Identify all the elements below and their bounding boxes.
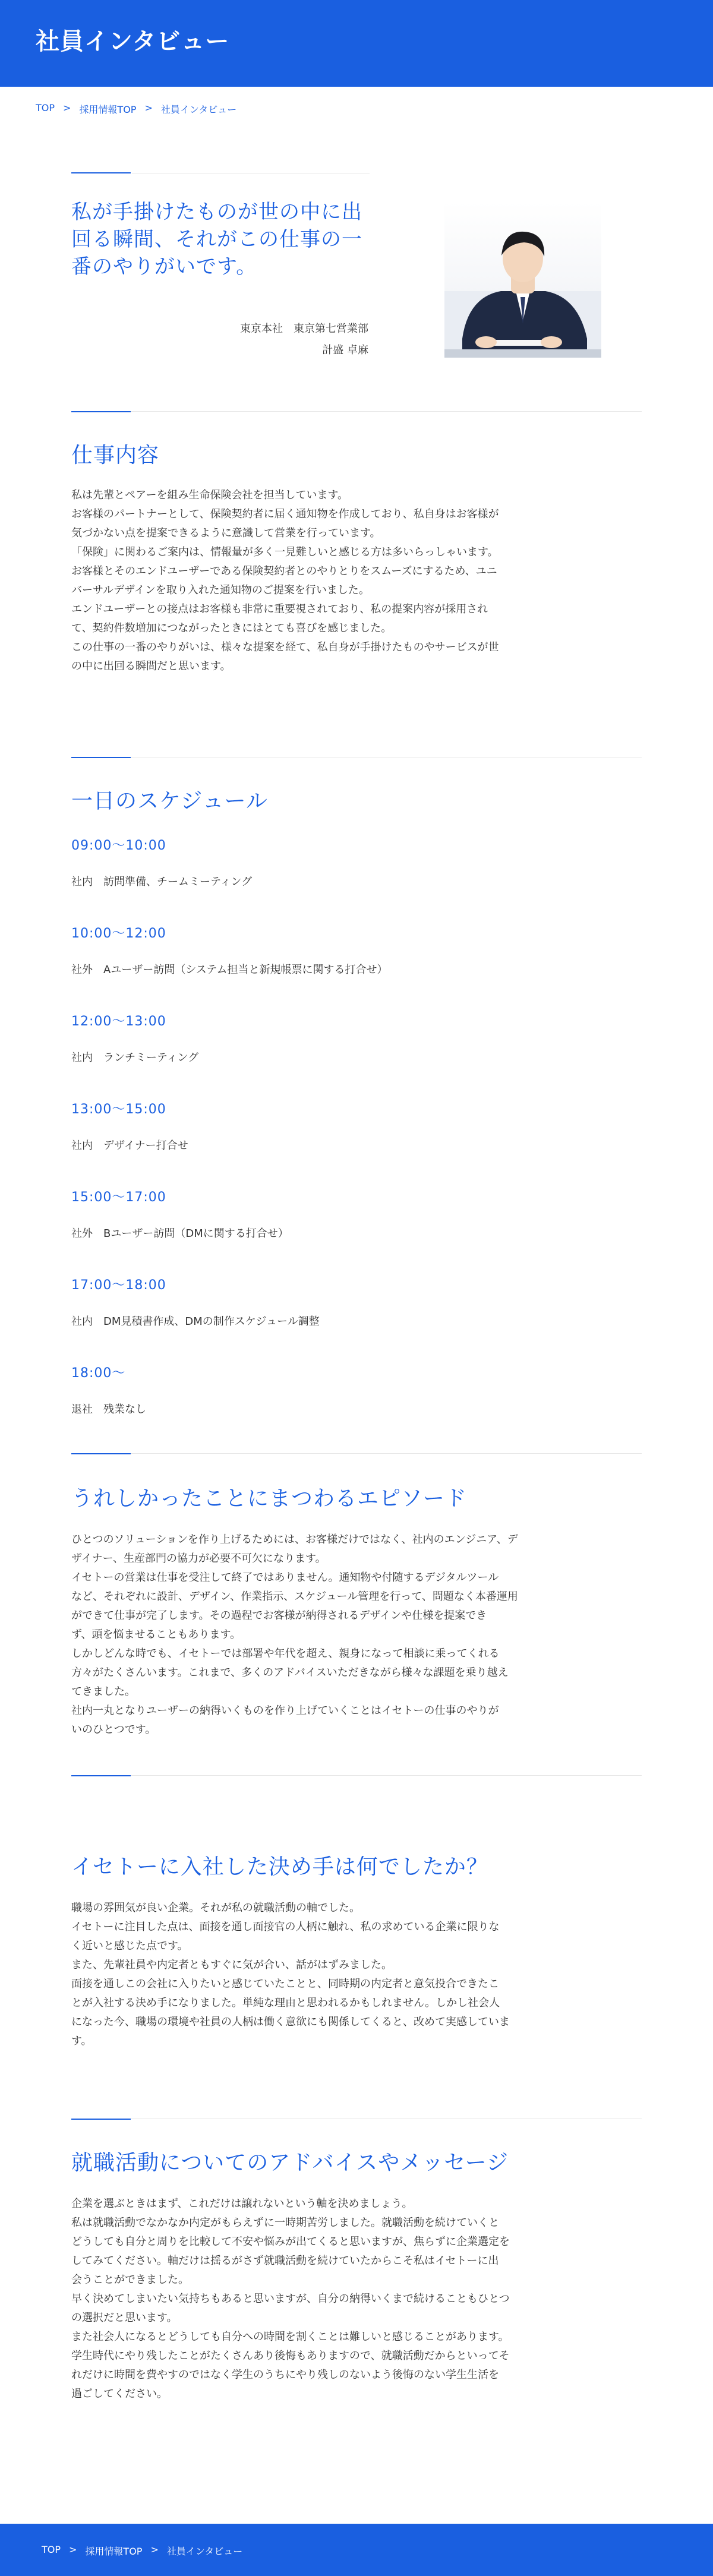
breadcrumb-top-link[interactable]: TOP: [36, 102, 55, 113]
schedule-desc: 社内 デザイナー打合せ: [71, 1139, 188, 1152]
breadcrumb-current-page[interactable]: 社員インタビュー: [160, 104, 237, 115]
section-divider: [71, 1775, 642, 1776]
schedule-time: 18:00〜: [71, 1366, 126, 1381]
footer-breadcrumb-separator: >: [150, 2544, 159, 2555]
employee-department: 東京本社 東京第七営業部: [240, 323, 368, 335]
footer-recruit-top-link[interactable]: 採用情報TOP: [85, 2546, 143, 2557]
schedule-desc: 退社 残業なし: [71, 1403, 146, 1416]
paragraph-line: 企業を選ぶときはまず、これだけは譲れないという軸を決めましょう。: [71, 2198, 413, 2210]
paragraph-line: て、契約件数増加につながったときにはとても喜びを感じました。: [71, 622, 392, 634]
decision-accent-rule: [71, 1775, 131, 1776]
work-section-title: 仕事内容: [71, 443, 160, 468]
paragraph-line: 社内一丸となりユーザーの納得いくものを作り上げていくことはイセトーの仕事のやりが: [71, 1704, 499, 1717]
schedule-time: 10:00〜12:00: [71, 926, 166, 941]
schedule-time: 12:00〜13:00: [71, 1014, 166, 1029]
advice-accent-rule: [71, 2119, 131, 2120]
employee-name: 計盛 卓麻: [322, 344, 368, 356]
paragraph-line: この仕事の一番のやりがいは、様々な提案を経て、私自身が手掛けたものやサービスが世: [71, 641, 499, 654]
paragraph-line: す。: [71, 2035, 92, 2047]
paragraph-line: 方々がたくさんいます。これまで、多くのアドバイスいただきながら様々な課題を乗り越え: [71, 1666, 509, 1679]
schedule-time: 17:00〜18:00: [71, 1278, 166, 1293]
paragraph-line: イセトーに注目した点は、面接を通し面接官の人柄に触れ、私の求めている企業に限りな: [71, 1921, 500, 1933]
page-footer: [0, 2524, 713, 2576]
paragraph-line: く近いと感じた点です。: [71, 1940, 188, 1952]
paragraph-line: てきました。: [71, 1685, 135, 1698]
page-title: 社員インタビュー: [36, 28, 230, 55]
paragraph-line: バーサルデザインを取り入れた通知物のご提案を行いました。: [71, 584, 370, 596]
paragraph-line: エンドユーザーとの接点はお客様も非常に重要視されており、私の提案内容が採用され: [71, 603, 488, 615]
schedule-desc: 社外 Bユーザー訪問（DMに関する打合せ）: [71, 1227, 289, 1240]
section-divider: [71, 1453, 642, 1454]
hero-title: 私が手掛けたものが世の中に出回る瞬間、それがこの仕事の一番のやりがいです。: [71, 200, 362, 279]
breadcrumb-recruit-top-link[interactable]: 採用情報TOP: [79, 104, 137, 115]
breadcrumb-separator: >: [63, 102, 71, 113]
paragraph-line: いのひとつです。: [71, 1723, 156, 1736]
schedule-time: 15:00〜17:00: [71, 1190, 166, 1205]
schedule-section-title: 一日のスケジュール: [71, 789, 268, 813]
paragraph-line: また、先輩社員や内定者ともすぐに気が合い、話がはずみました。: [71, 1959, 392, 1971]
paragraph-line: 私は就職活動でなかなか内定がもらえずに一時期苦労しました。就職活動を続けていくと: [71, 2217, 499, 2229]
decision-section-title: イセトーに入社した決め手は何でしたか？: [71, 1855, 488, 1879]
hero-meta: [178, 318, 368, 361]
schedule-desc: 社外 Aユーザー訪問（システム担当と新規帳票に関する打合せ）: [71, 964, 388, 976]
paragraph-line: どうしても自分と周りを比較して不安や悩みが出てくると思いますが、焦らずに企業選定を: [71, 2236, 510, 2248]
footer-top-link[interactable]: TOP: [42, 2544, 61, 2555]
paragraph-line: お客様のパートナーとして、保険契約者に届く通知物を作成しており、私自身はお客様が: [71, 508, 499, 520]
employee-photo: [444, 202, 601, 358]
paragraph-line: 早く決めてしまいたい気持ちもあると思いますが、自分の納得いくまで続けることもひとつ: [71, 2293, 510, 2305]
footer-current-page-link[interactable]: 社員インタビュー: [166, 2546, 243, 2557]
breadcrumb-separator: >: [144, 102, 153, 113]
decision-section-body: [71, 1899, 547, 2051]
paragraph-line: 面接を通しこの会社に入りたいと感じていたことと、同時期の内定者と意気投合できたこ: [71, 1978, 499, 1990]
paragraph-line: お客様とそのエンドユーザーである保険契約者とのやりとりをスムーズにするため、ユニ: [71, 565, 497, 577]
paragraph-line: になった今、職場の環境や社員の人柄は働く意欲にも関係してくると、改めて実感していま: [71, 2016, 510, 2028]
paragraph-line: してみてください。軸だけは揺るがさず就職活動を続けていたからこそ私はイセトーに出: [71, 2255, 499, 2267]
hero-accent-rule: [71, 172, 131, 173]
work-accent-rule: [71, 411, 131, 412]
paragraph-line: 学生時代にやり残したことがたくさんあり後悔もありますので、就職活動だからといってそ: [71, 2350, 510, 2362]
paragraph-line: 会うことができました。: [71, 2274, 189, 2286]
advice-section-title: 就職活動についてのアドバイスやメッセージ: [71, 2151, 509, 2175]
episode-section-title: うれしかったことにまつわるエピソード: [71, 1486, 468, 1511]
paragraph-line: ず、頭を悩ませることもあります。: [71, 1628, 241, 1641]
paragraph-line: など、それぞれに設計、デザイン、作業指示、スケジュール管理を行って、問題なく本番運用: [71, 1590, 518, 1603]
episode-accent-rule: [71, 1453, 131, 1454]
section-divider: [71, 411, 642, 412]
schedule-desc: 社内 訪問準備、チームミーティング: [71, 876, 253, 888]
paragraph-line: とが入社する決め手になりました。単純な理由と思われるかもしれません。しかし社会人: [71, 1997, 500, 2009]
breadcrumb: [36, 102, 236, 116]
schedule-desc: 社内 ランチミーティング: [71, 1052, 199, 1064]
footer-breadcrumb: [42, 2544, 242, 2558]
paragraph-line: れだけに時間を費やすのではなく学生のうちにやり残しのないよう後悔のない学生生活を: [71, 2369, 499, 2381]
paragraph-line: 気づかない点を提案できるように意識して営業を行っています。: [71, 527, 381, 539]
paragraph-line: ザイナー、生産部門の協力が必要不可欠になります。: [71, 1552, 326, 1565]
paragraph-line: の選択だと思います。: [71, 2312, 178, 2324]
footer-breadcrumb-separator: >: [69, 2544, 77, 2555]
advice-section-body: [71, 2195, 547, 2404]
paragraph-line: 私は先輩とペアーを組み生命保険会社を担当しています。: [71, 489, 349, 501]
schedule-desc: 社内 DM見積書作成、DMの制作スケジュール調整: [71, 1315, 320, 1328]
paragraph-line: ができて仕事が完了します。その過程でお客様が納得されるデザインや仕様を提案でき: [71, 1609, 487, 1622]
paragraph-line: 過ごしてください。: [71, 2388, 168, 2400]
paragraph-line: 「保険」に関わるご案内は、情報量が多く一見難しいと感じる方は多いらっしゃいます。: [71, 546, 499, 558]
schedule-time: 09:00〜10:00: [71, 838, 166, 853]
paragraph-line: しかしどんな時でも、イセトーでは部署や年代を超え、親身になって相談に乗ってくれる: [71, 1647, 500, 1660]
paragraph-line: ひとつのソリューションを作り上げるためには、お客様だけではなく、社内のエンジニア、デ: [71, 1533, 518, 1546]
paragraph-line: の中に出回る瞬間だと思います。: [71, 660, 231, 673]
schedule-time: 13:00〜15:00: [71, 1102, 166, 1117]
page-header: [0, 0, 713, 87]
schedule-accent-rule: [71, 757, 131, 758]
paragraph-line: また社会人になるとどうしても自分への時間を割くことは難しいと感じることがあります。: [71, 2331, 509, 2343]
employee-photo-illustration: [444, 202, 601, 358]
paragraph-line: 職場の雰囲気が良い企業。それが私の就職活動の軸でした。: [71, 1902, 360, 1914]
episode-section-body: [71, 1530, 547, 1740]
work-section-body: [71, 486, 547, 676]
paragraph-line: イセトーの営業は仕事を受注して終了ではありません。通知物や付随するデジタルツール: [71, 1571, 499, 1584]
